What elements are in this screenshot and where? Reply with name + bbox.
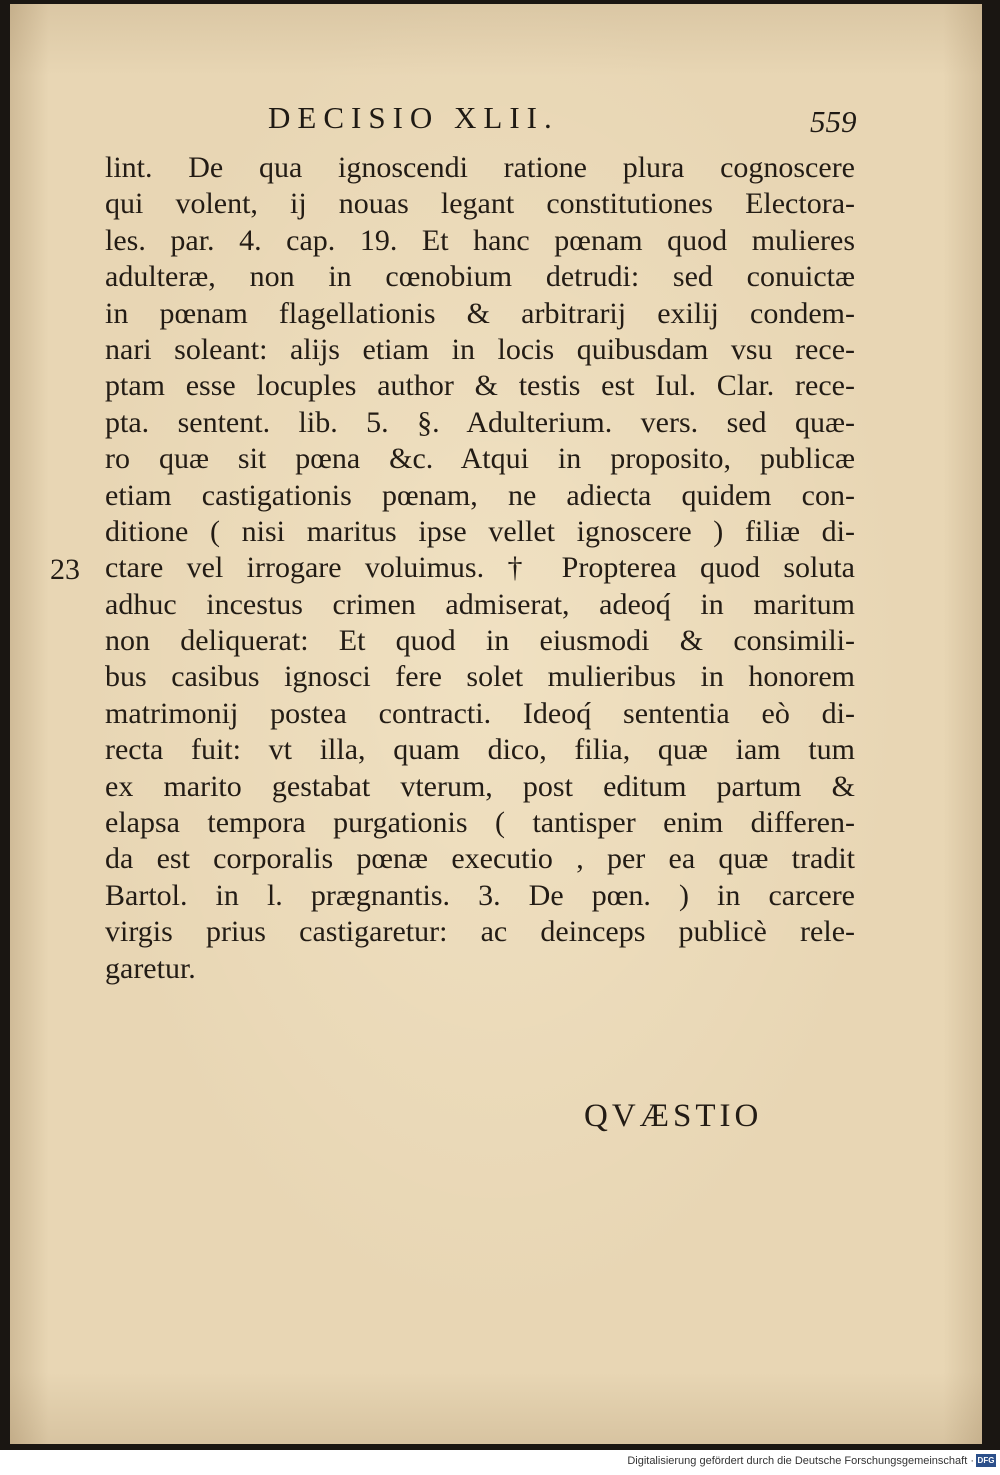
text-line: ctare vel irrogare voluimus. † Propterea quod soluta bbox=[105, 551, 855, 585]
footer-bar bbox=[0, 1450, 1000, 1475]
body-text bbox=[105, 150, 855, 987]
running-head: DECISIO XLII. bbox=[268, 100, 559, 135]
catchword: QVÆSTIO bbox=[584, 1098, 763, 1134]
text-line: ptam esse locuples author & testis est Iul. Clar. rece- bbox=[105, 369, 855, 403]
text-line: adulteræ, non in cœnobium detrudi: sed conuictæ bbox=[105, 260, 855, 294]
text-line: qui volent, ij nouas legant constitutiones Electora- bbox=[105, 187, 855, 221]
text-line: elapsa tempora purgationis ( tantisper enim differen- bbox=[105, 806, 855, 840]
text-line: in pœnam flagellationis & arbitrarij exilij condem- bbox=[105, 296, 855, 330]
dfg-logo: DFG bbox=[977, 1456, 995, 1465]
book-page bbox=[10, 4, 982, 1444]
text-line: bus casibus ignosci fere solet mulieribus in honorem bbox=[105, 660, 855, 694]
text-line: virgis prius castigaretur: ac deinceps publicè rele- bbox=[105, 915, 855, 949]
text-line: Bartol. in l. prægnantis. 3. De pœn. ) in carcere bbox=[105, 878, 855, 912]
page-number: 559 bbox=[810, 104, 857, 139]
text-line: da est corporalis pœnæ executio , per ea quæ tradit bbox=[105, 842, 855, 876]
text-line: pta. sentent. lib. 5. §. Adulterium. vers. sed quæ- bbox=[105, 405, 855, 439]
text-line: les. par. 4. cap. 19. Et hanc pœnam quod mulieres bbox=[105, 223, 855, 257]
text-line: ro quæ sit pœna &c. Atqui in proposito, publicæ bbox=[105, 442, 855, 476]
margin-note-number: 23 bbox=[50, 553, 80, 586]
text-line: lint. De qua ignoscendi ratione plura cognoscere bbox=[105, 151, 855, 184]
text-line: recta fuit: vt illa, quam dico, filia, quæ iam tum bbox=[105, 733, 855, 767]
text-line: garetur. bbox=[105, 951, 196, 985]
text-line: matrimonij postea contracti. Ideoq́ sententia eò di- bbox=[105, 696, 855, 730]
footer-credit: Digitalisierung gefördert durch die Deutsche Forschungsgemeinschaft · bbox=[627, 1455, 974, 1467]
text-line: adhuc incestus crimen admiserat, adeoq́ in maritum bbox=[105, 587, 855, 621]
text-line: ex marito gestabat vterum, post editum partum & bbox=[105, 769, 855, 803]
text-line: nari soleant: alijs etiam in locis quibusdam vsu rece- bbox=[105, 332, 855, 366]
text-line: etiam castigationis pœnam, ne adiecta quidem con- bbox=[105, 478, 855, 512]
text-line: non deliquerat: Et quod in eiusmodi & consimili- bbox=[105, 624, 855, 658]
text-line: ditione ( nisi maritus ipse vellet ignoscere ) filiæ di- bbox=[105, 514, 855, 548]
